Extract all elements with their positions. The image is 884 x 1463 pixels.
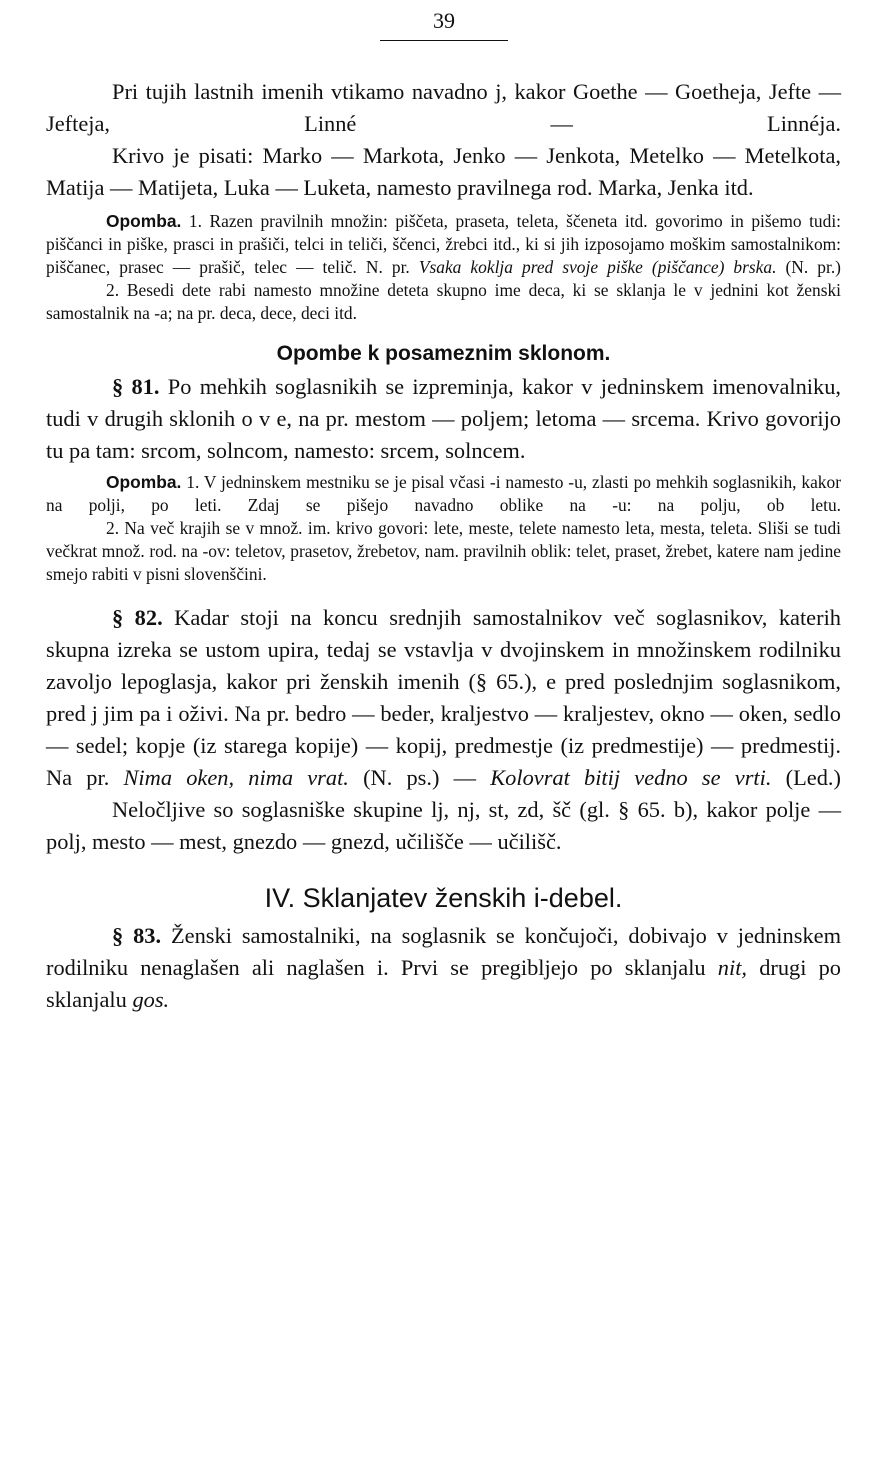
section-82-quote-1: Nima oken, nima vrat. — [123, 765, 349, 790]
page-number: 39 — [433, 8, 455, 33]
section-82-text: Kadar stoji na koncu srednjih samostalnikov več soglasnikov, katerih skupna izreka se ustom upira, tedaj se vstavlja v dvojinskem in množinskem rodilniku zavoljo lepoglasja, kakor pri ženskih imenih (§ 65.), e pred poslednjim soglasnikom, pred j jim pa i oživi. Na pr. bedro — beder, kraljestvo — kraljestev, okno — oken, sedlo — sedel; kopje (iz starega kopije) — kopij, predmestje (iz predmestije) — predmestij. Na pr. — [46, 605, 841, 790]
note-2-text: 1. V jedninskem mestniku se je pisal včasi -i namesto -u, zlasti po mehkih soglasnikih, kakor na polji, po leti. Zdaj se pišejo navadno oblike na -u: na polju, ob letu. — [46, 472, 841, 515]
section-82-source-1: (N. ps.) — — [363, 765, 477, 790]
section-83-word-gos: gos. — [132, 987, 170, 1012]
paragraph-wrong-forms: Krivo je pisati: Marko — Markota, Jenko — Jenkota, Metelko — Metelkota, Matija — Matijeta, Luka — Luketa, namesto pravilnega rod. Marka, Jenka itd. — [46, 143, 841, 200]
chapter-title: IV. Sklanjatev ženskih i-debel. — [264, 883, 623, 913]
section-83 — [46, 920, 841, 1016]
note-label: Opomba. — [106, 211, 182, 231]
section-81-number: § 81. — [112, 374, 160, 399]
section-82 — [46, 602, 841, 794]
note-2-paragraph-1 — [46, 471, 841, 517]
section-82-number: § 82. — [112, 605, 163, 630]
section-83-word-nit: nit, — [717, 955, 748, 980]
section-82-quote-2: Kolovrat bitij vedno se vrti. — [490, 765, 772, 790]
note-1-source: (N. pr.) — [785, 257, 841, 277]
paragraph-consonant-groups: Neločljive so soglasniške skupine lj, nj, st, zd, šč (gl. § 65. b), kakor polje — polj, mesto — mest, gnezdo — gnezd, učilišče — učilišč. — [46, 797, 841, 854]
paragraph-foreign-names: Pri tujih lastnih imenih vtikamo navadno j, kakor Goethe — Goetheja, Jefte — Jefteja, Linné — Linnéja. — [46, 79, 841, 136]
note-label: Opomba. — [106, 472, 182, 492]
section-heading-cases: Opombe k posameznim sklonom. — [276, 342, 611, 365]
section-81 — [46, 371, 841, 467]
page-body — [46, 76, 841, 1016]
note-2-paragraph-2: 2. Na več krajih se v množ. im. krivo govori: lete, meste, telete namesto leta, mesta, teleta. Sliši se tudi večkrat množ. rod. na -ov: teletov, prasetov, žrebetov, nam. pravilnih oblik: telet, praset, žrebet, katere nam jedine smejo rabiti v pisni slovenščini. — [46, 518, 841, 584]
page-number-rule — [380, 40, 508, 41]
section-83-number: § 83. — [112, 923, 162, 948]
note-1-paragraph-2: 2. Besedi dete rabi namesto množine deteta skupno ime deca, ki se sklanja le v jednini kot ženski samostalnik na -a; na pr. deca, dece, deci itd. — [46, 280, 841, 323]
note-1-quote: Vsaka koklja pred svoje piške (piščance) brska. — [418, 257, 777, 277]
note-1-text: 1. Razen pravilnih množin: piščeta, praseta, teleta, ščeneta itd. govorimo in pišemo tudi: piščanci in piške, prasci in prašiči, telci in teliči, ščenci, žrebci itd., ki si jih izposojamo moškim samostalnikom: piščanec, prasec — prašič, telec — telič. N. pr. — [46, 211, 841, 277]
section-81-text: Po mehkih soglasnikih se izpreminja, kakor v jedninskem imenovalniku, tudi v drugih sklonih o v e, na pr. mestom — poljem; letoma — srcema. Krivo govorijo tu pa tam: srcom, solncom, namesto: srcem, solncem. — [46, 374, 842, 463]
note-1-paragraph-1 — [46, 210, 841, 279]
section-83-text-mid: drugi po sklanjalu — [46, 955, 841, 1012]
section-82-source-2: (Led.) — [785, 765, 841, 790]
section-83-text: Ženski samostalniki, na soglasnik se končujoči, dobivajo v jedninskem rodilniku nenaglašen ali naglašen i. Prvi se pregibljejo po sklanjalu — [46, 923, 841, 980]
